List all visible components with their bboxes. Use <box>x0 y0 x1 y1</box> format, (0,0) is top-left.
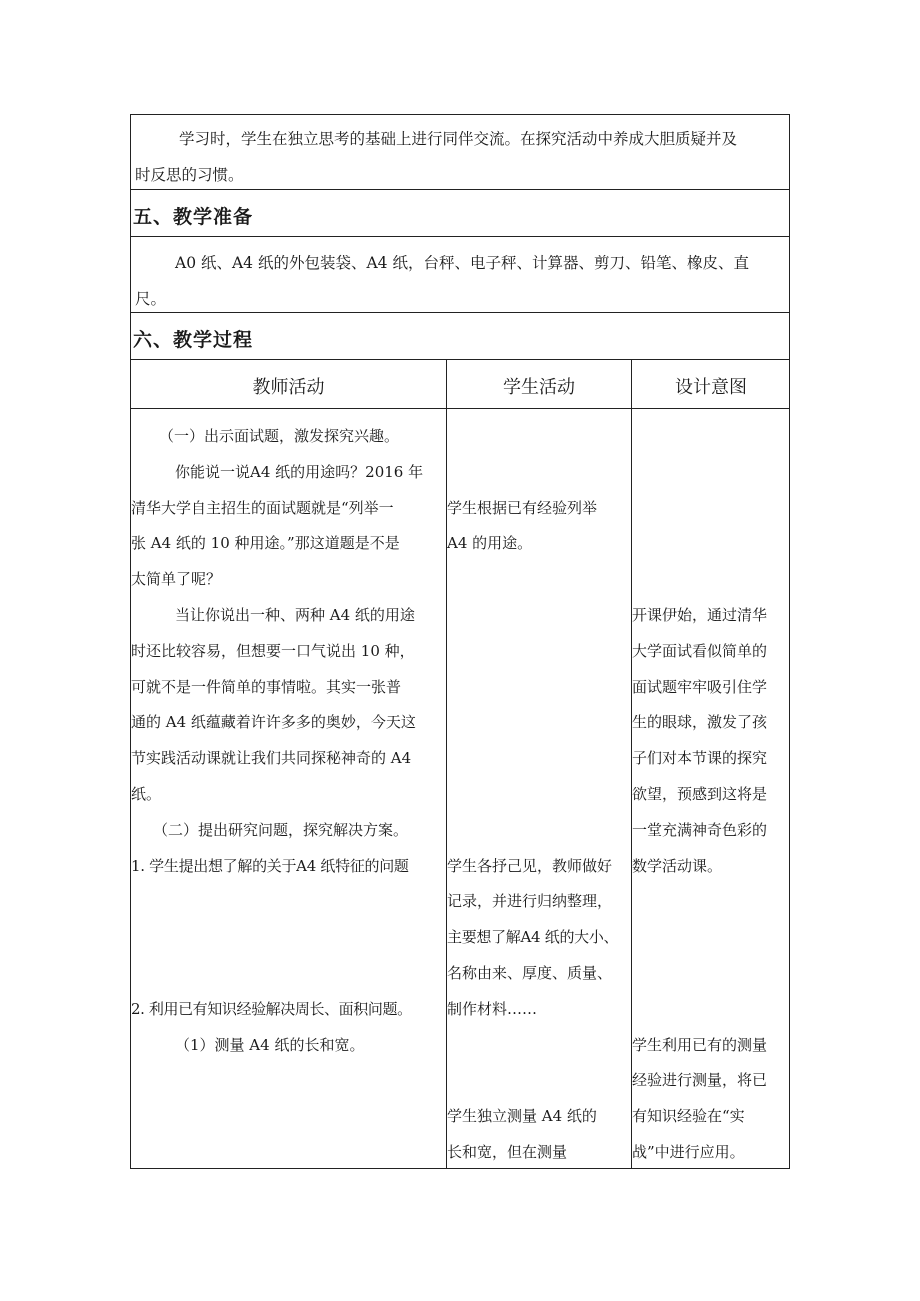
student-line <box>447 670 631 706</box>
teacher-line <box>131 884 445 920</box>
intent-line: 生的眼球，激发了孩 <box>632 713 768 732</box>
intent-line: 战”中进行应用。 <box>632 1142 745 1161</box>
student-line <box>447 598 631 634</box>
intent-line: 大学面试看似简单的 <box>632 641 768 660</box>
teacher-activity-cell <box>131 419 445 1063</box>
section5-title: 五、教学准备 <box>133 206 254 228</box>
intent-line <box>632 884 790 920</box>
intent-line <box>632 992 790 1028</box>
teacher-line: 时还比较容易，但想要一口气说出 10 种， <box>131 641 415 660</box>
intent-line <box>632 491 790 527</box>
student-line <box>447 1063 631 1099</box>
student-line: 记录，并进行归纳整理， <box>447 892 613 911</box>
column-header-intent: 设计意图 <box>675 377 747 398</box>
teacher-line: 太简单了呢？ <box>131 570 222 589</box>
student-line: 学生独立测量 A4 纸的 <box>447 1107 597 1126</box>
section5-paragraph <box>135 245 785 317</box>
rule-section5-title-bottom <box>131 236 789 237</box>
teacher-line: 纸。 <box>131 784 162 803</box>
student-line <box>447 455 631 491</box>
intent-line <box>632 455 790 491</box>
column-header-student: 学生活动 <box>503 377 575 398</box>
intent-line: 面试题牢牢吸引住学 <box>632 677 768 696</box>
rule-column-header-bottom <box>131 408 789 409</box>
intro-line-1: 学习时，学生在独立思考的基础上进行同伴交流。在探究活动中养成大胆质疑并及 <box>179 130 738 148</box>
intent-line: 欲望，预感到这将是 <box>632 784 768 803</box>
column-header-teacher: 教师活动 <box>252 377 325 398</box>
teacher-line: 节实践活动课就让我们共同探秘神奇的 A4 <box>131 749 412 768</box>
intent-line: 数学活动课。 <box>632 856 723 875</box>
teacher-line: （1）测量 A4 纸的长和宽。 <box>175 1035 365 1054</box>
student-line: 名称由来、厚度、质量、 <box>447 963 613 982</box>
teacher-line: （一）出示面试题，激发探究兴趣。 <box>159 427 400 445</box>
student-line <box>447 634 631 670</box>
intent-line: 开课伊始，通过清华 <box>632 605 768 624</box>
intro-paragraph <box>135 121 785 193</box>
section5-line-1: A0 纸、A4 纸的外包装袋、A4 纸，台秤、电子秤、计算器、剪刀、铅笔、橡皮、直 <box>175 254 749 272</box>
student-activity-cell <box>447 419 631 1171</box>
teacher-line <box>131 956 445 992</box>
student-line <box>447 777 631 813</box>
teacher-line: 可就不是一件简单的事情啦。其实一张普 <box>131 677 402 696</box>
teacher-line: 张 A4 纸的 10 种用途。”那这道题是不是 <box>131 534 400 553</box>
rule-section6-title-bottom <box>131 359 789 360</box>
teacher-line: 通的 A4 纸蕴藏着许许多多的奥妙，今天这 <box>131 713 416 732</box>
teacher-line: 你能说一说A4 纸的用途吗？2016 年 <box>175 462 424 481</box>
student-line: A4 的用途。 <box>447 534 533 553</box>
intent-line <box>632 956 790 992</box>
teacher-line <box>131 920 445 956</box>
intent-line <box>632 526 790 562</box>
student-line <box>447 1028 631 1064</box>
section5-line-2: 尺。 <box>135 290 167 308</box>
intent-line <box>632 419 790 455</box>
student-line: 学生根据已有经验列举 <box>447 498 598 517</box>
intent-line: 有知识经验在“实 <box>632 1107 745 1126</box>
teacher-line: 当让你说出一种、两种 A4 纸的用途 <box>175 605 415 624</box>
intro-line-2: 时反思的习惯。 <box>135 166 244 184</box>
intent-line: 学生利用已有的测量 <box>632 1035 768 1054</box>
teacher-line: 2. 利用已有知识经验解决周长、面积问题。 <box>131 999 412 1018</box>
student-line: 长和宽，但在测量 <box>447 1142 568 1161</box>
lesson-plan-table <box>130 114 790 1169</box>
student-line <box>447 813 631 849</box>
student-line <box>447 419 631 455</box>
student-line <box>447 562 631 598</box>
intent-line: 子们对本节课的探究 <box>632 749 768 768</box>
teacher-line: 1. 学生提出想了解的关于A4 纸特征的问题 <box>131 856 409 875</box>
design-intent-cell <box>632 419 790 1171</box>
student-line <box>447 705 631 741</box>
intent-line: 一堂充满神奇色彩的 <box>632 820 768 839</box>
student-line: 主要想了解A4 纸的大小、 <box>447 928 619 947</box>
student-line <box>447 741 631 777</box>
teacher-line: （二）提出研究问题，探究解决方案。 <box>153 820 409 839</box>
intent-line <box>632 562 790 598</box>
student-line: 制作材料…… <box>447 999 538 1018</box>
intent-line <box>632 920 790 956</box>
intent-line: 经验进行测量，将已 <box>632 1071 768 1090</box>
student-line: 学生各抒己见，教师做好 <box>447 856 613 875</box>
section6-title: 六、教学过程 <box>133 329 254 351</box>
teacher-line: 清华大学自主招生的面试题就是“列举一 <box>131 498 394 517</box>
